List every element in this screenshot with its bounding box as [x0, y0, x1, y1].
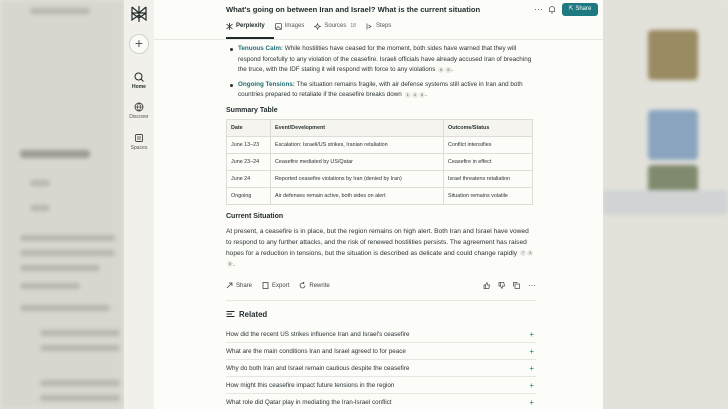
table-row — [227, 136, 533, 153]
plus-icon: + — [529, 380, 534, 390]
home-icon — [134, 72, 144, 82]
citation-chip[interactable]: 6 — [229, 261, 232, 267]
related-item[interactable] — [226, 326, 536, 343]
table-cell: Ongoing — [227, 187, 271, 204]
related-item-label: How did the recent US strikes influence Iran and Israel's ceasefire — [226, 330, 410, 338]
steps-icon — [366, 23, 373, 30]
related-title-label: Related — [239, 309, 268, 319]
backdrop-line — [30, 180, 50, 186]
citation-chip[interactable]: 4 — [413, 91, 417, 97]
action-label: Export — [272, 282, 290, 289]
backdrop-right-panel — [603, 0, 728, 409]
answer-bullet: Ongoing Tensions: The situation remains fragile, with air defense systems still active in Iran and both countries prepared to retaliate if the ceasefire breaks down 1 4 6 . — [226, 80, 536, 101]
share-icon: ⇱ — [568, 6, 574, 12]
backdrop-left-panel — [0, 0, 124, 409]
related-list — [226, 326, 536, 409]
current-situation-heading: Current Situation — [226, 212, 284, 220]
thread-header — [154, 0, 603, 40]
tab-label: Sources — [324, 23, 347, 29]
paragraph-text: At present, a ceasefire is in place, but the region remains on high alert. Both Iran and Israel have vowed to respond to any further attacks, and the risk of renewed hostilities persists. The agreement has raised hopes for a reduction in tensions, but the situation is described as delicate and could change rapidly — [226, 227, 529, 257]
image-icon — [275, 23, 282, 30]
more-options-icon[interactable]: ··· — [528, 281, 536, 291]
related-item-label: What are the main conditions Iran and Israel agreed to for peace — [226, 347, 406, 355]
plus-icon: + — [529, 397, 534, 407]
backdrop-line — [20, 283, 80, 289]
backdrop-line — [40, 330, 120, 336]
related-icon — [226, 310, 235, 318]
citation-chip[interactable]: 6 — [447, 66, 450, 72]
spaces-icon — [134, 133, 144, 143]
citation-chip[interactable]: 4 — [529, 250, 532, 256]
table-row — [227, 170, 533, 187]
table-header-outcome: Outcome/Status — [444, 119, 533, 136]
action-label: Share — [236, 282, 253, 289]
backdrop-line — [20, 265, 100, 271]
rewrite-icon — [299, 282, 306, 289]
current-situation-text: At present, a ceasefire is in place, but the region remains on high alert. Both Iran and Israel have vowed to respond to any further attacks, and the risk of renewed hostilities persists. The agreement has raised hopes for a reduction in tensions, but the situation is described as delicate and could change rapidly 7 46 . — [226, 227, 532, 268]
thumbs-down-icon[interactable] — [498, 282, 505, 289]
summary-table-heading: Summary Table — [226, 106, 278, 114]
sources-icon — [314, 23, 321, 30]
backdrop-line — [30, 8, 90, 14]
sidebar — [124, 0, 154, 409]
rewrite-action-button[interactable] — [299, 282, 329, 289]
related-item-label: Why do both Iran and Israel remain cautious despite the ceasefire — [226, 364, 410, 372]
tab-perplexity[interactable] — [226, 20, 265, 32]
related-item-label: How might this ceasefire impact future tensions in the region — [226, 381, 395, 389]
more-horizontal-icon[interactable]: ··· — [534, 4, 543, 14]
table-cell: Ceasefire in effect — [444, 153, 533, 170]
plus-icon: + — [529, 329, 534, 339]
backdrop-line — [20, 235, 115, 241]
sidebar-item-label: Discover — [129, 114, 149, 120]
feedback-actions — [483, 282, 536, 289]
table-header-date: Date — [227, 119, 271, 136]
related-item[interactable] — [226, 360, 536, 377]
backdrop-line — [20, 250, 115, 256]
citation-chip[interactable]: 8 — [440, 66, 443, 72]
tab-images[interactable] — [275, 20, 305, 32]
export-icon — [262, 282, 269, 289]
answer-bullet: Tenuous Calm: While hostilities have ceased for the moment, both sides have warned that they will respond forcefully to any violation of the ceasefire. Israeli officials have already accused Iran of breaching the truce, with the IDF stating it will respond with force to any violations 8 6 . — [226, 44, 536, 76]
perplexity-icon — [226, 23, 233, 30]
result-tabs — [226, 20, 401, 34]
table-header-event: Event/Development — [271, 119, 444, 136]
bullet-term: Ongoing Tensions: — [238, 80, 295, 88]
page-title: What's going on between Iran and Israel? What is the current situation — [226, 5, 481, 14]
bullet-term: Tenuous Calm: — [238, 45, 284, 52]
citation-chip[interactable]: 1 — [406, 91, 409, 97]
discover-icon — [134, 102, 144, 112]
backdrop-line — [30, 205, 50, 211]
share-action-button[interactable] — [226, 282, 252, 289]
table-cell: Escalation: Israeli/US strikes, Iranian retaliation — [271, 136, 444, 153]
copy-icon[interactable] — [513, 282, 520, 289]
table-cell: Reported ceasefire violations by Iran (denied by Iran) — [271, 170, 444, 187]
related-section-title — [226, 310, 536, 319]
active-tab-indicator — [226, 37, 274, 39]
main-panel — [154, 0, 603, 409]
divider — [226, 300, 536, 301]
backdrop-image — [648, 110, 698, 160]
backdrop-line — [40, 345, 120, 351]
table-cell: June 23–24 — [227, 153, 271, 170]
bell-icon[interactable] — [548, 5, 556, 14]
backdrop-image — [648, 30, 698, 80]
tab-sources[interactable] — [314, 20, 356, 32]
table-row — [227, 187, 533, 204]
citation-chip[interactable]: 7 — [521, 250, 525, 256]
table-cell: Israel threatens retaliation — [444, 170, 533, 187]
tab-label: Steps — [375, 23, 392, 29]
sidebar-item-label: Home — [132, 84, 146, 90]
summary-table — [226, 119, 533, 205]
sources-count-badge: 18 — [350, 23, 356, 29]
table-cell: Conflict intensifies — [444, 136, 533, 153]
share-button-label: Share — [575, 6, 592, 12]
table-row — [227, 153, 533, 170]
sidebar-item-label: Spaces — [130, 145, 148, 151]
table-cell: Air defenses remain active, both sides on alert — [271, 187, 444, 204]
answer-content — [226, 44, 536, 409]
action-label: Rewrite — [309, 282, 330, 289]
perplexity-logo-icon[interactable] — [129, 5, 149, 23]
table-cell: June 13–23 — [227, 136, 271, 153]
backdrop-line — [20, 150, 90, 158]
backdrop-line — [40, 380, 120, 386]
backdrop-line — [40, 395, 120, 401]
sidebar-item-home[interactable] — [124, 72, 154, 90]
tab-label: Perplexity — [236, 23, 265, 29]
table-cell: Situation remains volatile — [444, 187, 533, 204]
related-item[interactable] — [226, 377, 536, 394]
sidebar-item-discover[interactable] — [124, 102, 154, 120]
related-item[interactable] — [226, 343, 536, 360]
share-button[interactable] — [562, 3, 598, 16]
backdrop-card — [603, 190, 728, 215]
citation-chip[interactable]: 6 — [421, 91, 424, 97]
table-cell: Ceasefire mediated by US/Qatar — [271, 153, 444, 170]
plus-icon: + — [529, 363, 534, 373]
bullet-text: The situation remains fragile, with air defense systems still active in Iran and both countries prepared to retaliate if the ceasefire breaks down — [238, 80, 523, 99]
answer-actions — [226, 280, 536, 292]
plus-icon: + — [529, 346, 534, 356]
table-header-row — [227, 119, 533, 136]
related-item-label: What role did Qatar play in mediating the Iran-Israel conflict — [226, 398, 392, 406]
backdrop-line — [20, 305, 110, 311]
related-item[interactable] — [226, 394, 536, 409]
tab-steps[interactable] — [366, 20, 391, 32]
thumbs-up-icon[interactable] — [483, 282, 490, 289]
new-thread-button[interactable]: + — [129, 34, 149, 54]
share-icon — [226, 282, 233, 289]
tab-label: Images — [284, 23, 305, 29]
bullet-text: While hostilities have ceased for the moment, both sides have warned that they will respond forcefully to any violation of the ceasefire. Israeli officials have already accused Iran of breaching the truce, with the IDF stating it will respond with force to any violations — [238, 45, 532, 74]
table-cell: June 24 — [227, 170, 271, 187]
sidebar-item-spaces[interactable] — [124, 133, 154, 151]
export-action-button[interactable] — [262, 282, 289, 289]
